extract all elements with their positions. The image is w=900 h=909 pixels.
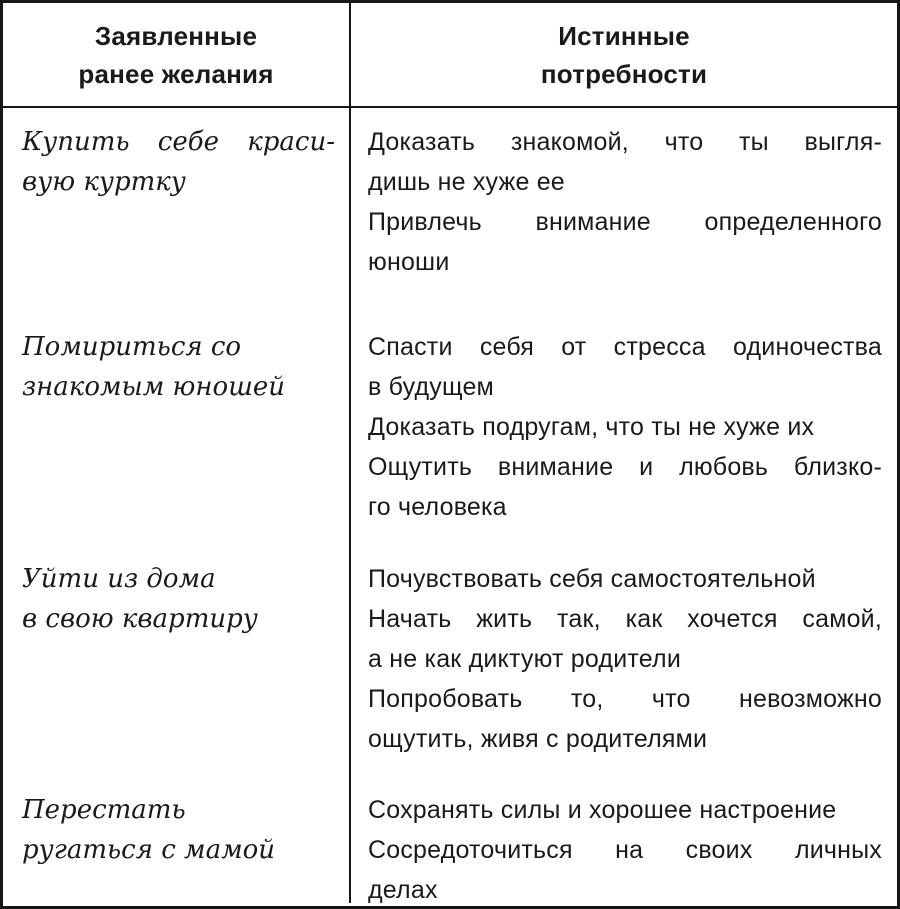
text-line: в будущем [368,373,494,401]
header-cell-true-needs [351,3,897,108]
text-line: ощутить, живя с родителями [368,725,708,753]
text-line: Перестать [22,795,186,825]
paragraph [368,559,882,599]
paragraph [22,122,335,202]
paragraph [368,122,882,202]
header-line: Заявленные [94,20,258,51]
paragraph [368,790,882,830]
text-line: юноши [368,248,450,276]
paragraph [368,679,882,759]
paragraph [368,830,882,903]
needs-cell-row-2 [351,313,897,545]
text-line: делах [368,876,438,903]
needs-cell-row-4 [351,776,897,903]
text-line: Доказать подругам, что ты не хуже их [368,413,815,441]
text-line: Почувствовать себя самостоятельной [368,565,816,593]
header-line: Истинные [558,20,690,51]
text-line: Помириться со [22,332,242,362]
text-line: а не как диктуют родители [368,645,681,673]
paragraph [22,559,335,639]
paragraph [368,202,882,282]
paragraph [368,327,882,407]
text-line: Сохранять силы и хорошее настроение [368,796,837,824]
text-line: вую куртку [22,167,186,197]
needs-cell-row-3 [351,545,897,776]
desire-cell-row-2 [3,313,351,545]
paragraph [22,790,335,870]
text-line: Попробовать то, что невозможно [368,685,882,713]
paragraph [368,447,882,527]
header-line: потребности [540,58,708,89]
header-line: ранее желания [78,58,274,89]
text-line: Ощутить внимание и любовь близко- [368,453,882,481]
paragraph [368,599,882,679]
text-line: ругаться с мамой [22,835,276,865]
text-line: дишь не хуже ее [368,168,565,196]
text-line: Спасти себя от стресса одиночества [368,333,882,361]
text-line: Уйти из дома [22,564,216,594]
header-cell-declared-desires [3,3,351,108]
text-line: в свою квартиру [22,604,258,634]
desire-cell-row-4 [3,776,351,903]
text-line: Начать жить так, как хочется самой, [368,605,882,633]
text-line: знакомым юношей [22,372,285,402]
desire-cell-row-3 [3,545,351,776]
text-line: Доказать знакомой, что ты выгля- [368,128,882,156]
needs-cell-row-1 [351,108,897,313]
text-line: Сосредоточиться на своих личных [368,836,882,864]
text-line: Купить себе краси- [22,127,335,157]
paragraph [22,327,335,407]
text-line: Привлечь внимание определенного [368,208,882,236]
desire-cell-row-1 [3,108,351,313]
paragraph [368,407,882,447]
text-line: го человека [368,493,507,521]
